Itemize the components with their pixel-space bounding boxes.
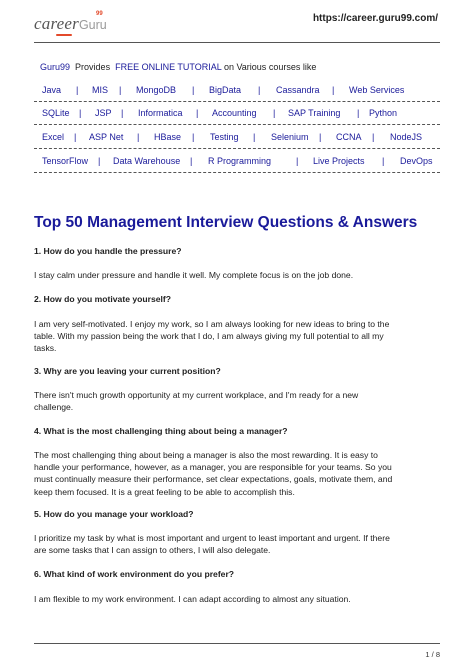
question-4: 4. What is the most challenging thing about being a manager?	[34, 426, 288, 436]
answer-3	[34, 389, 440, 413]
promo-line	[40, 62, 316, 72]
separator: |	[74, 132, 77, 142]
separator: |	[98, 156, 101, 166]
course-link-accounting[interactable]: Accounting	[212, 108, 257, 118]
separator: |	[137, 132, 140, 142]
promo-brand-link[interactable]: Guru99	[40, 62, 71, 72]
course-link-cassandra[interactable]: Cassandra	[276, 85, 320, 95]
row-divider	[34, 124, 440, 125]
answer-line: are some tasks that I can assign to others, I will also delegate.	[34, 545, 271, 556]
row-divider	[34, 101, 440, 102]
course-link-excel[interactable]: Excel	[42, 132, 65, 142]
course-link-java[interactable]: Java	[42, 85, 62, 95]
course-link-web-services[interactable]: Web Services	[349, 85, 405, 95]
separator: |	[79, 108, 82, 118]
separator: |	[253, 132, 256, 142]
course-link-tensorflow[interactable]: TensorFlow	[42, 156, 89, 166]
separator: |	[192, 85, 195, 95]
question-5: 5. How do you manage your workload?	[34, 509, 194, 519]
answer-line: I prioritize my task by what is most important and urgent to least important and urgent. If there	[34, 533, 390, 543]
separator: |	[382, 156, 385, 166]
course-link-sap-training[interactable]: SAP Training	[288, 108, 341, 118]
logo-swoosh	[56, 34, 72, 36]
course-link-python[interactable]: Python	[369, 108, 398, 118]
careerguru-logo[interactable]	[34, 11, 107, 40]
course-link-testing[interactable]: Testing	[210, 132, 239, 142]
course-link-mis[interactable]: MIS	[92, 85, 109, 95]
course-link-bigdata[interactable]: BigData	[209, 85, 242, 95]
separator: |	[192, 132, 195, 142]
answer-line: The most challenging thing about being a manager is also the most rewarding. It is easy to	[34, 450, 378, 460]
course-link-live-projects[interactable]: Live Projects	[313, 156, 365, 166]
logo-guru-text: Guru	[78, 18, 107, 32]
course-row-4	[34, 156, 440, 172]
question-3: 3. Why are you leaving your current position?	[34, 366, 221, 376]
answer-line: I am flexible to my work environment. I can adapt according to almost any situation.	[34, 594, 351, 604]
row-divider	[34, 148, 440, 149]
answer-line: challenge.	[34, 402, 74, 413]
promo-tutorial-link[interactable]: FREE ONLINE TUTORIAL	[115, 62, 222, 72]
course-link-r-programming[interactable]: R Programming	[208, 156, 272, 166]
separator: |	[119, 85, 122, 95]
course-link-nodejs[interactable]: NodeJS	[390, 132, 423, 142]
answer-5	[34, 532, 440, 556]
course-link-jsp[interactable]: JSP	[95, 108, 112, 118]
separator: |	[372, 132, 375, 142]
page-number: 1 / 8	[425, 650, 440, 659]
course-link-hbase[interactable]: HBase	[154, 132, 182, 142]
separator: |	[319, 132, 322, 142]
answer-line: must continually measure their performance, set clear expectations, goals, motivate them, and	[34, 474, 393, 485]
course-link-sqlite[interactable]: SQLite	[42, 108, 70, 118]
answer-6	[34, 593, 440, 605]
separator: |	[196, 108, 199, 118]
answer-line: tasks.	[34, 343, 57, 354]
logo-career-text: career	[34, 14, 79, 33]
promo-suffix: on Various courses like	[223, 62, 317, 72]
course-link-informatica[interactable]: Informatica	[138, 108, 183, 118]
answer-line: keep them focused. It is a great feeling to be able to accomplish this.	[34, 486, 295, 497]
course-link-devops[interactable]: DevOps	[400, 156, 433, 166]
answer-2	[34, 318, 440, 355]
answer-4	[34, 449, 440, 498]
question-2: 2. How do you motivate yourself?	[34, 294, 172, 304]
course-link-asp-net[interactable]: ASP Net	[89, 132, 124, 142]
page-title: Top 50 Management Interview Questions & Answers	[34, 214, 418, 231]
logo-99-text: 99	[96, 11, 103, 17]
promo-provides: Provides	[75, 62, 111, 72]
footer-rule	[34, 643, 440, 644]
separator: |	[258, 85, 261, 95]
course-row-2	[34, 108, 440, 124]
question-6: 6. What kind of work environment do you prefer?	[34, 569, 235, 579]
separator: |	[76, 85, 79, 95]
course-row-1	[34, 85, 440, 101]
separator: |	[190, 156, 193, 166]
separator: |	[332, 85, 335, 95]
answer-line: table. With my passion being the work that I do, I am always giving my full potential to all my	[34, 331, 384, 342]
answer-line: I am very self-motivated. I enjoy my work, so I am always looking for new ideas to bring to the	[34, 319, 390, 329]
course-link-ccna[interactable]: CCNA	[336, 132, 362, 142]
row-divider	[34, 172, 440, 173]
header-url[interactable]: https://career.guru99.com/	[312, 13, 438, 24]
separator: |	[273, 108, 276, 118]
answer-line: There isn't much growth opportunity at my current workplace, and I'm ready for a new	[34, 390, 359, 400]
question-1: 1. How do you handle the pressure?	[34, 246, 182, 256]
course-row-3	[34, 132, 440, 148]
answer-1	[34, 269, 440, 281]
separator: |	[296, 156, 299, 166]
course-link-data-warehouse[interactable]: Data Warehouse	[113, 156, 181, 166]
course-link-mongodb[interactable]: MongoDB	[136, 85, 177, 95]
course-link-selenium[interactable]: Selenium	[271, 132, 309, 142]
separator: |	[121, 108, 124, 118]
answer-line: I stay calm under pressure and handle it well. My complete focus is on the job done.	[34, 270, 354, 280]
separator: |	[357, 108, 360, 118]
header-rule	[34, 42, 440, 43]
answer-line: handle your performance, however, as a manager, you are responsible for your teams. So you	[34, 462, 392, 473]
